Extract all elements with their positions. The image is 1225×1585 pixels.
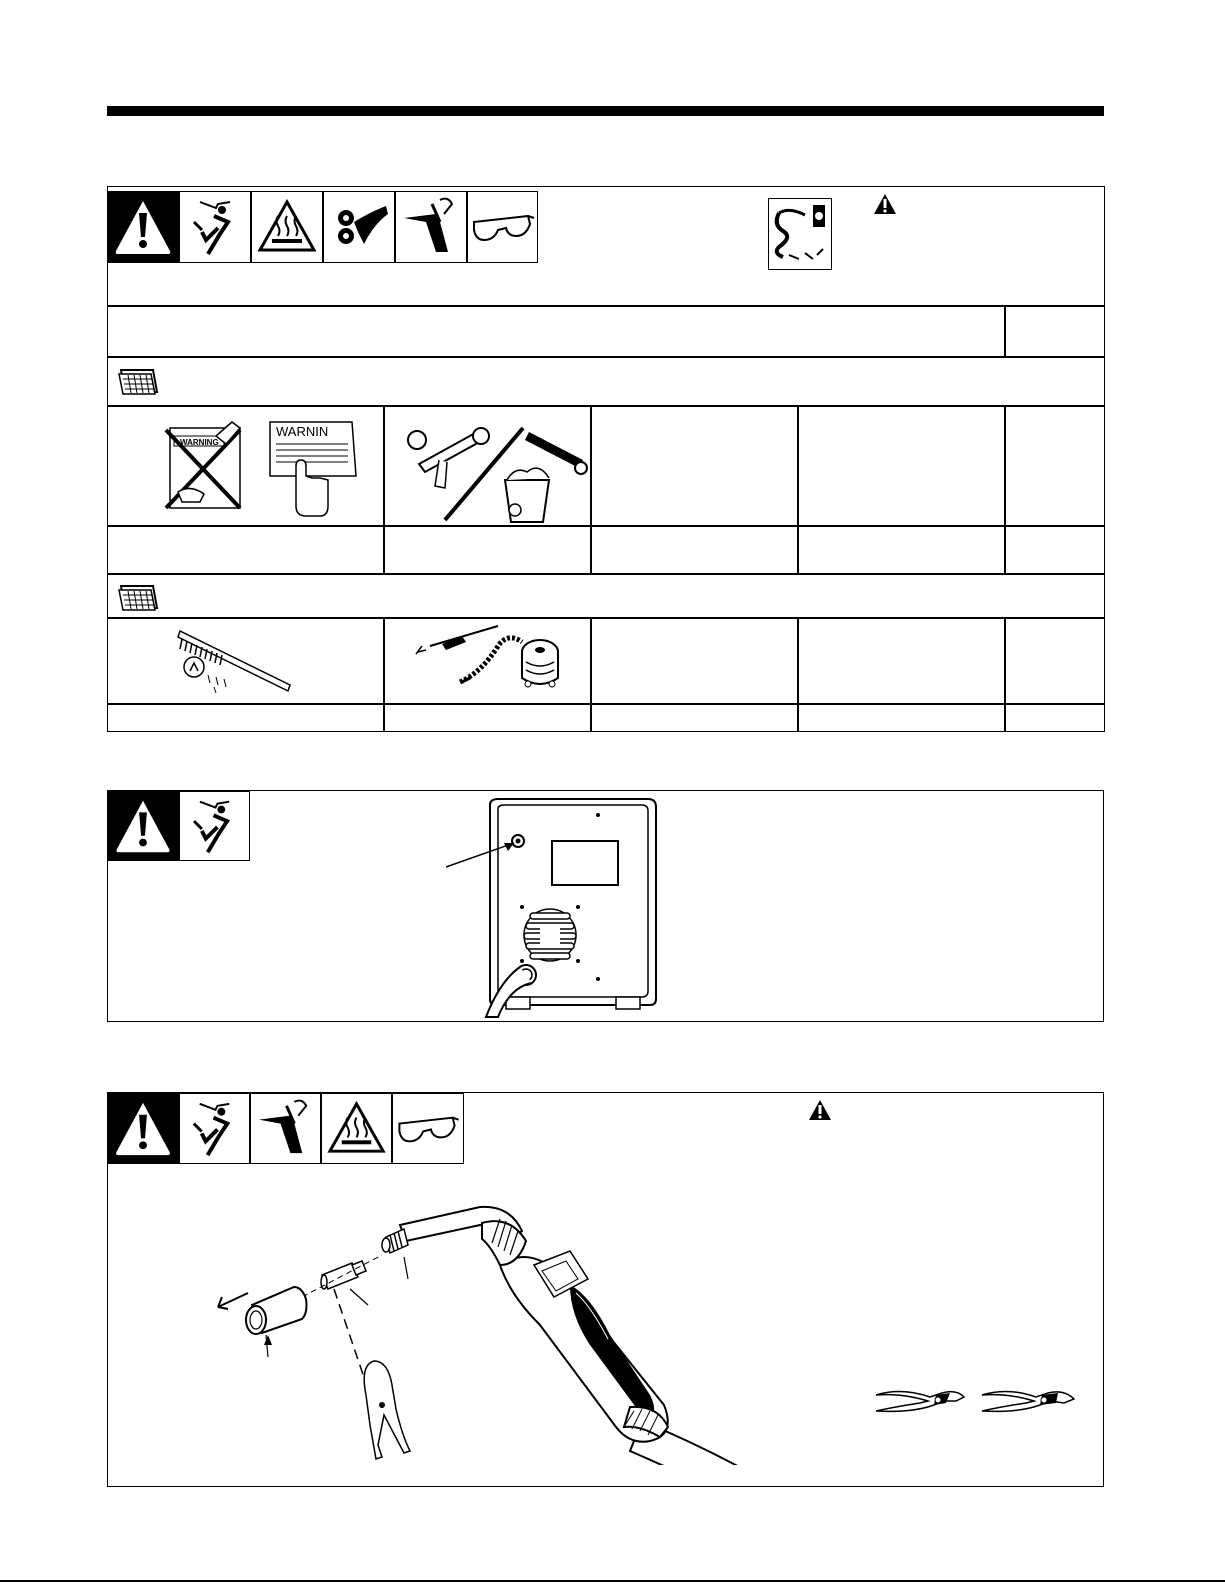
power-source-rear-panel [440,795,662,1020]
cable-repair-icon [405,420,590,524]
table-rule [107,405,1105,407]
calendar-icon [117,366,159,396]
electric-shock-icon [179,791,250,861]
footer-rule [0,1580,1225,1582]
warning-label-text: WARNIN [276,424,329,439]
table-rule [590,617,592,731]
warning-label-text: WARNING [180,438,219,447]
warning-header-cell [108,191,179,263]
warning-triangle-icon [808,1099,832,1121]
warning-triangle-icon [108,791,179,861]
safety-glasses-icon [392,1093,464,1164]
warning-triangle-icon [108,191,179,263]
safety-glasses-icon [467,191,538,263]
table-rule [107,525,1105,527]
warning-label-icon [160,416,360,522]
moving-parts-icon [323,191,395,263]
table-rule [1004,405,1006,574]
table-rule [383,405,385,574]
table-rule [107,573,1105,575]
pliers-icon [978,1383,1078,1421]
gun-cleaning-icon [412,622,562,700]
mig-gun-exploded-view [210,1195,770,1465]
table-rule [107,703,1105,705]
table-rule [797,405,799,574]
arc-rays-icon [250,1093,321,1164]
arc-rays-icon [395,191,467,263]
wire-brush-icon [170,625,300,697]
table-rule [1004,617,1006,731]
hot-surface-icon [321,1093,392,1164]
warning-triangle-icon [873,193,897,215]
warning-triangle-icon [108,1093,179,1164]
calendar-icon [117,582,159,612]
table-rule [107,305,1105,307]
warning-header-cell [108,1093,179,1164]
table-rule [107,356,1105,358]
table-rule [107,617,1105,619]
header-rule [107,106,1104,116]
table-rule [797,617,799,731]
pliers-icon [872,1383,972,1421]
electric-shock-icon [179,191,251,263]
hot-surface-icon [251,191,323,263]
table-rule [1004,305,1006,357]
table-rule [383,617,385,731]
disconnect-power-icon [768,198,832,270]
warning-header-cell [108,791,179,861]
electric-shock-icon [179,1093,250,1164]
table-rule [590,405,592,574]
